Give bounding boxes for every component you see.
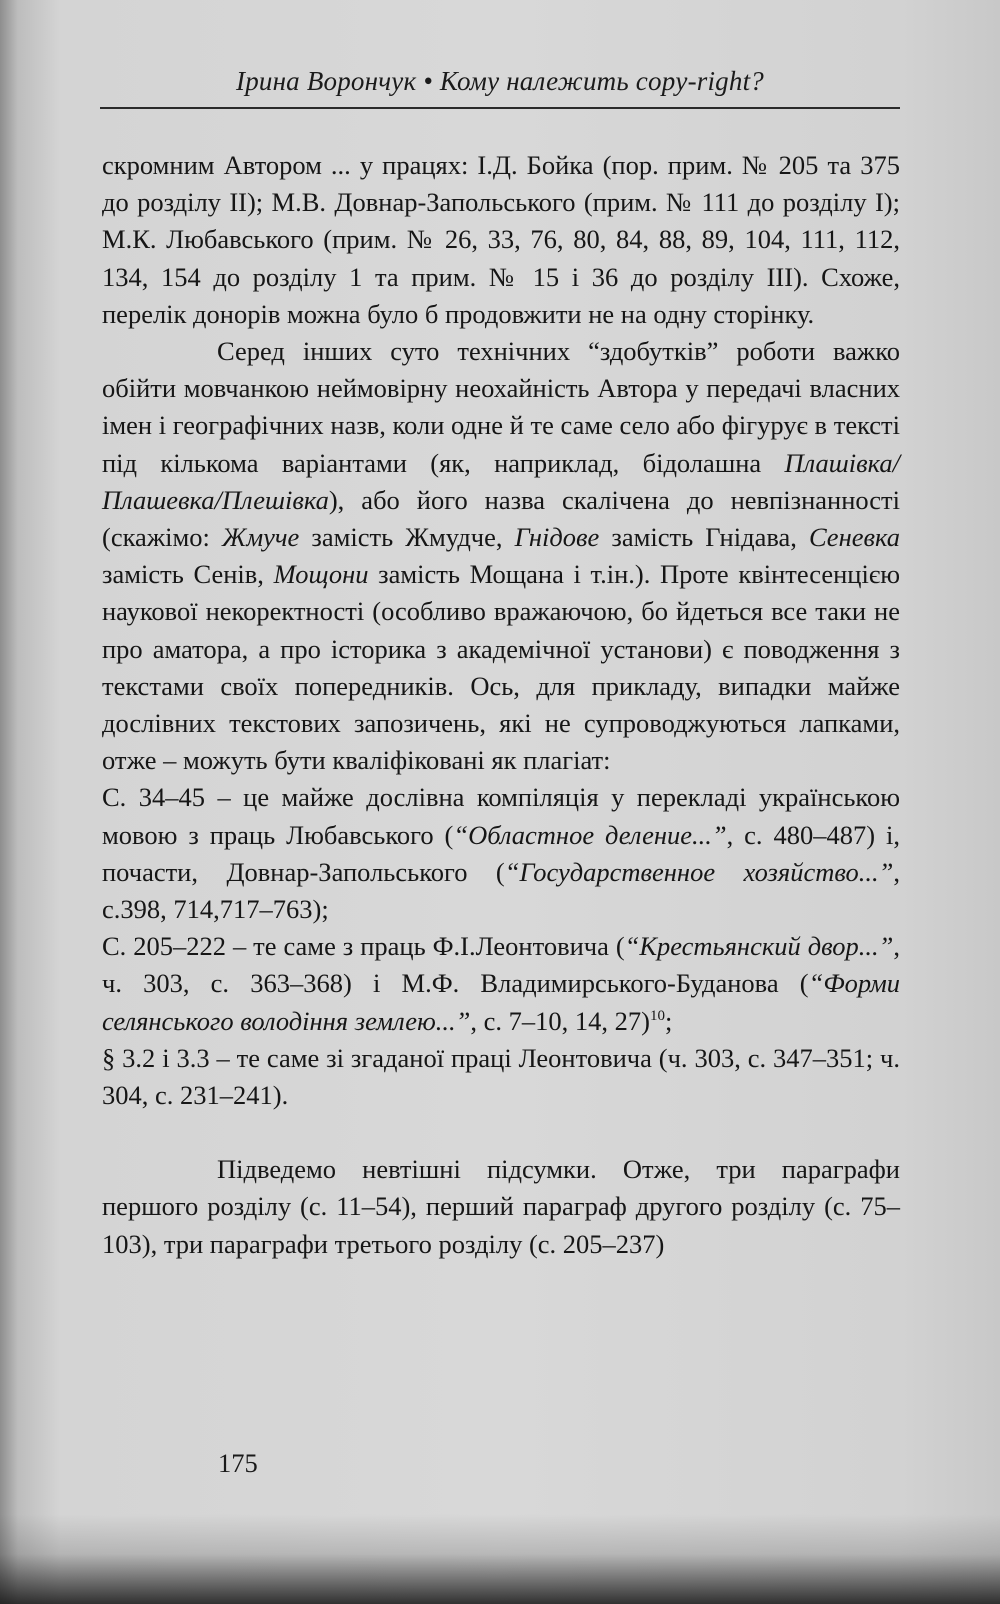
- paragraph-2: [102, 333, 900, 779]
- q2-text-2: , ч. 303, с. 363–368) і М.Ф. Владимирського-Буданова (: [102, 931, 900, 999]
- p2-text-5: замість Сенів,: [102, 559, 274, 590]
- paragraph-gap: [102, 1114, 900, 1151]
- quote-item-3: § 3.2 і 3.3 – те саме зі згаданої праці Леонтовича (ч. 303, с. 347–351; ч. 304, с. 231–241).: [102, 1042, 900, 1111]
- p2-italic-3: Гнідове: [514, 522, 600, 553]
- q1-text-1: С. 34–45 – це майже дослівна компіляція у перекладі українською мовою з праць Любавського (: [102, 782, 900, 850]
- p2-text-2: ), або його назва скалічена до невпізнанності (скажімо:: [102, 484, 900, 553]
- p2-italic-2: Жмуче: [221, 522, 300, 553]
- p2-text-1: Серед інших суто технічних “здобутків” роботи важко обійти мовчанкою неймовірну неохайність Автора у передачі власних імен і географічних назв, коли одне й те саме село або фігурує в тексті під кількома варіантами (як, наприклад, бідолашна: [102, 336, 900, 478]
- q2-italic-1: “Крестьянский двор...”: [624, 931, 894, 962]
- q1-italic-2: “Государственное хозяйство...”: [504, 856, 894, 887]
- q1-text-3: , с.398, 714,717–763);: [102, 856, 900, 925]
- quote-item-1: [102, 779, 900, 928]
- q1-text-2: , с. 480–487) і, почасти, Довнар-Запольського (: [102, 819, 900, 887]
- page-edge-shadow: [0, 1514, 1000, 1604]
- header-rule: [100, 107, 900, 109]
- q1-italic-1: “Областное деление...”: [453, 819, 727, 850]
- q2-text-1: С. 205–222 – те саме з праць Ф.І.Леонтовича (: [102, 931, 625, 962]
- p2-text-3: замість Жмудче,: [299, 522, 515, 553]
- page-number: 175: [218, 1448, 258, 1478]
- quote-item-2: [102, 928, 900, 1040]
- body-text: [102, 147, 900, 1263]
- p2-text-6: замість Мощана і т.ін.). Проте квінтесенцією наукової некоректності (особливо вражаючою, бо йдеться все таки не про аматора, а про історика з академічної установи) є поводження з текстами своїх попередників. Ось, для прикладу, випадки майже дослівних текстових запозичень, які не супроводжуються лапками, отже – можуть бути кваліфіковані як плагіат:: [102, 559, 901, 776]
- p2-italic-4: Сеневка: [808, 522, 900, 553]
- running-head: Ірина Ворончук • Кому належить copy-right?: [236, 66, 764, 96]
- q2-italic-2: “Форми селянського володіння землею...”: [102, 968, 900, 1036]
- q2-text-4: ;: [664, 1005, 673, 1036]
- footnote-ref-10: 10: [649, 1007, 665, 1024]
- paragraph-1: скромним Автором ... у працях: І.Д. Бойка (пор. прим. № 205 та 375 до розділу II); М.В. Довнар-Запольського (прим. № 111 до розділу I); М.К. Любавського (прим. № 26, 33, 76, 80, 84, 88, 89, 104, 111, 112, 134, 154 до розділу 1 та прим. № 15 і 36 до розділу III). Схоже, перелік донорів можна було б продовжити не на одну сторінку.: [102, 150, 900, 329]
- p2-italic-1: Плашівка/Плашевка/Плешівка: [102, 447, 900, 515]
- q2-text-3: , с. 7–10, 14, 27): [470, 1005, 650, 1036]
- p2-italic-5: Мощони: [273, 559, 369, 590]
- paragraph-3: Підведемо невтішні підсумки. Отже, три параграфи першого розділу (с. 11–54), перший параграф другого розділу (с. 75–103), три параграфи третього розділу (с. 205–237): [102, 1154, 900, 1259]
- p2-text-4: замість Гнідава,: [599, 522, 809, 553]
